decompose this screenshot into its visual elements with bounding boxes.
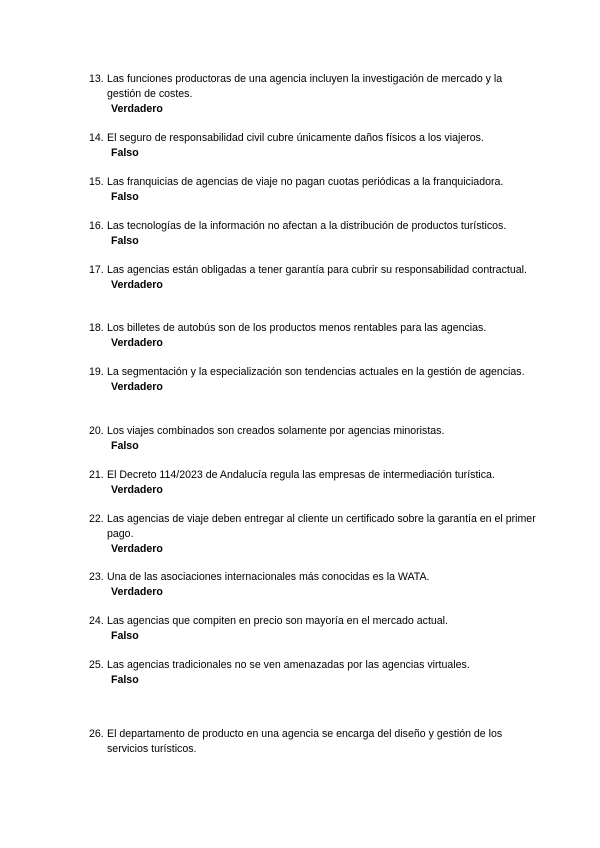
question-text: 25. Las agencias tradicionales no se ven amenazadas por las agencias virtuales.	[89, 659, 470, 671]
question-number: 19.	[89, 366, 104, 378]
question-item-24	[89, 614, 539, 644]
question-text: 19. La segmentación y la especialización son tendencias actuales en la gestión de agencias.	[89, 366, 525, 378]
question-number: 15.	[89, 176, 104, 188]
question-text: 20. Los viajes combinados son creados solamente por agencias minoristas.	[89, 425, 445, 437]
question-text: 24. Las agencias que compiten en precio son mayoría en el mercado actual.	[89, 615, 448, 627]
question-item-21	[89, 468, 539, 498]
question-text: 18. Los billetes de autobús son de los productos menos rentables para las agencias.	[89, 322, 487, 334]
question-item-26	[89, 727, 539, 757]
question-text: 13. Las funciones productoras de una agencia incluyen la investigación de mercado y la gestión de costes.	[89, 73, 503, 100]
question-text: 23. Una de las asociaciones internacionales más conocidas es la WATA.	[89, 571, 430, 583]
question-number: 25.	[89, 659, 104, 671]
question-number: 24.	[89, 615, 104, 627]
question-text: 26. El departamento de producto en una agencia se encarga del diseño y gestión de los servicios turísticos.	[89, 728, 503, 755]
question-number: 20.	[89, 425, 104, 437]
question-item-15	[89, 175, 539, 205]
question-answer: Falso	[111, 440, 139, 452]
question-number: 16.	[89, 220, 104, 232]
question-number: 26.	[89, 728, 104, 740]
question-item-17	[89, 263, 539, 293]
question-answer: Verdadero	[111, 103, 163, 115]
question-item-13	[89, 72, 539, 117]
question-item-16	[89, 219, 539, 249]
question-number: 14.	[89, 132, 104, 144]
question-text: 16. Las tecnologías de la información no afectan a la distribución de productos turísticos.	[89, 220, 507, 232]
question-text: 22. Las agencias de viaje deben entregar al cliente un certificado sobre la garantía en el primer pago.	[89, 513, 536, 540]
question-number: 18.	[89, 322, 104, 334]
question-answer: Verdadero	[111, 484, 163, 496]
question-number: 22.	[89, 513, 104, 525]
question-answer: Falso	[111, 674, 139, 686]
question-answer: Falso	[111, 235, 139, 247]
question-answer: Verdadero	[111, 586, 163, 598]
question-answer: Verdadero	[111, 337, 163, 349]
question-answer: Verdadero	[111, 279, 163, 291]
question-item-23	[89, 570, 539, 600]
question-item-14	[89, 131, 539, 161]
question-item-25	[89, 658, 539, 688]
question-answer: Falso	[111, 630, 139, 642]
question-item-22	[89, 512, 539, 557]
question-text: 17. Las agencias están obligadas a tener garantía para cubrir su responsabilidad contractual.	[89, 264, 527, 276]
question-answer: Falso	[111, 191, 139, 203]
question-item-18	[89, 321, 539, 351]
question-number: 17.	[89, 264, 104, 276]
question-number: 23.	[89, 571, 104, 583]
question-answer: Verdadero	[111, 381, 163, 393]
question-text: 14. El seguro de responsabilidad civil cubre únicamente daños físicos a los viajeros.	[89, 132, 484, 144]
question-item-20	[89, 424, 539, 454]
question-item-19	[89, 365, 539, 395]
question-text: 15. Las franquicias de agencias de viaje no pagan cuotas periódicas a la franquiciadora.	[89, 176, 504, 188]
question-text: 21. El Decreto 114/2023 de Andalucía regula las empresas de intermediación turística.	[89, 469, 495, 481]
question-answer: Falso	[111, 147, 139, 159]
question-number: 13.	[89, 73, 104, 85]
question-number: 21.	[89, 469, 104, 481]
question-answer: Verdadero	[111, 543, 163, 555]
